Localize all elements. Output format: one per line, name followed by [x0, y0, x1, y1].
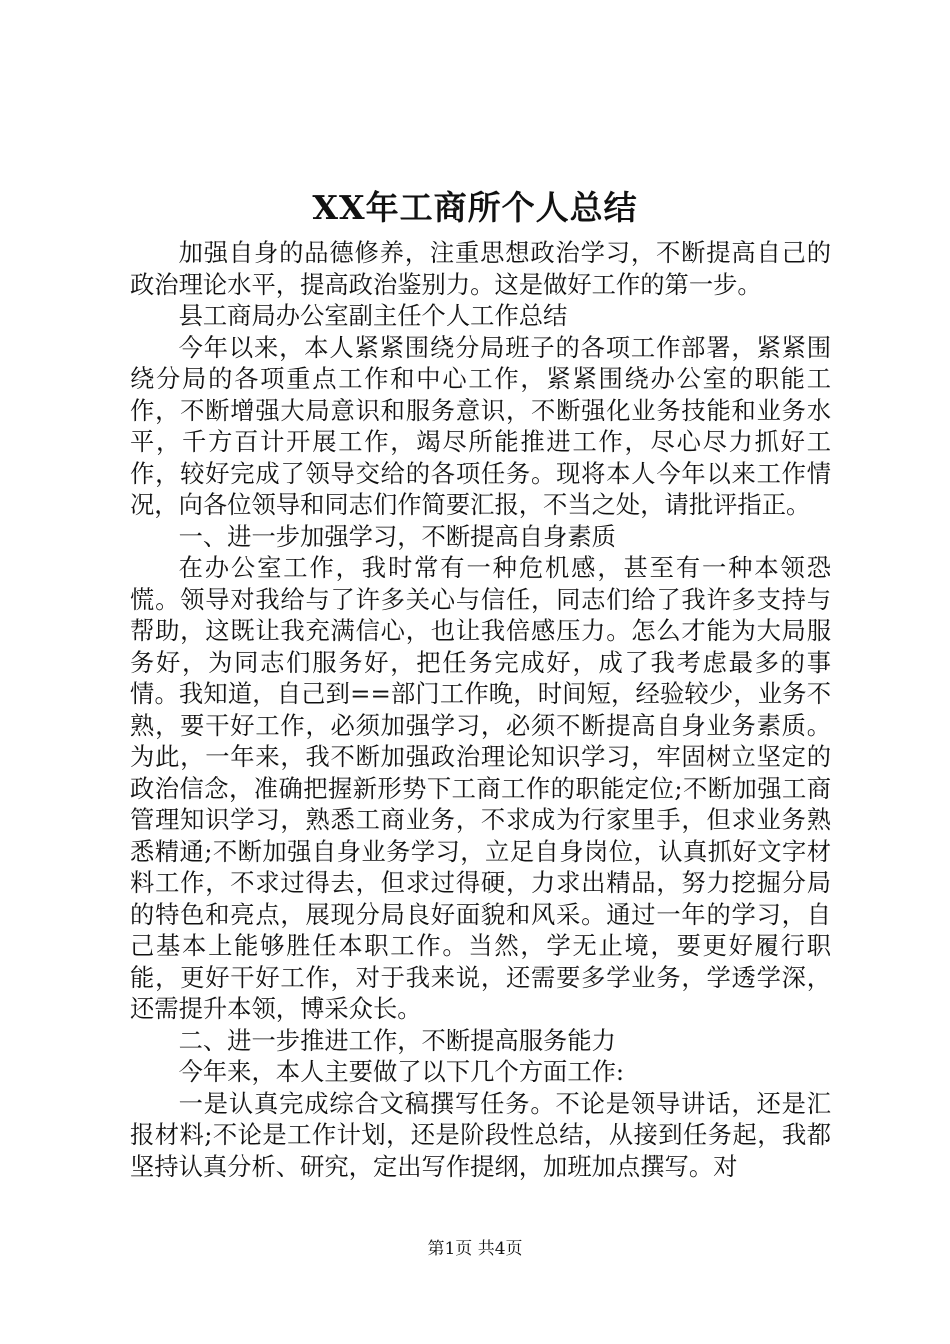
section-heading: 二、进一步推进工作，不断提高服务能力: [178, 1025, 616, 1055]
paragraph: 一是认真完成综合文稿撰写任务。不论是领导讲话，还是汇报材料;不论是工作计划，还是阶段性总结，从接到任务起，我都坚持认真分析、研究，定出写作提纲，加班加点撰写。对: [130, 1088, 831, 1181]
paragraph: 在办公室工作，我时常有一种危机感，甚至有一种本领恐慌。领导对我给与了许多关心与信任，同志们给了我许多支持与帮助，这既让我充满信心，也让我倍感压力。怎么才能为大局服务好，为同志们服务好，把任务完成好，成了我考虑最多的事情。我知道，自己到==部门工作晚，时间短，经验较少，业务不熟，要干好工作，必须加强学习，必须不断提高自身业务素质。为此，一年来，我不断加强政治理论知识学习，牢固树立坚定的政治信念，准确把握新形势下工商工作的职能定位;不断加强工商管理知识学习，熟悉工商业务，不求成为行家里手，但求业务熟悉精通;不断加强自身业务学习，立足自身岗位，认真抓好文字材料工作，不求过得去，但求过得硬，力求出精品，努力挖掘分局的特色和亮点，展现分局良好面貌和风采。通过一年的学习，自己基本上能够胜任本职工作。当然，学无止境，要更好履行职能，更好干好工作，对于我来说，还需要多学业务，学透学深，还需提升本领，博采众长。: [130, 553, 831, 1023]
document-body: [130, 237, 831, 1182]
section-subtitle: 县工商局办公室副主任个人工作总结: [178, 301, 568, 330]
section-heading: 一、进一步加强学习，不断提高自身素质: [178, 521, 616, 551]
paragraph: 今年来，本人主要做了以下几个方面工作:: [178, 1057, 625, 1086]
paragraph: 加强自身的品德修养，注重思想政治学习，不断提高自己的政治理论水平，提高政治鉴别力。这是做好工作的第一步。: [130, 238, 831, 299]
document-title: XX年工商所个人总结: [312, 188, 638, 227]
page-footer: 第1页 共4页: [427, 1239, 523, 1259]
paragraph: 今年以来，本人紧紧围绕分局班子的各项工作部署，紧紧围绕分局的各项重点工作和中心工作，紧紧围绕办公室的职能工作，不断增强大局意识和服务意识，不断强化业务技能和业务水平，千方百计开展工作，竭尽所能推进工作，尽心尽力抓好工作，较好完成了领导交给的各项任务。现将本人今年以来工作情况，向各位领导和同志们作简要汇报，不当之处，请批评指正。: [130, 332, 831, 519]
